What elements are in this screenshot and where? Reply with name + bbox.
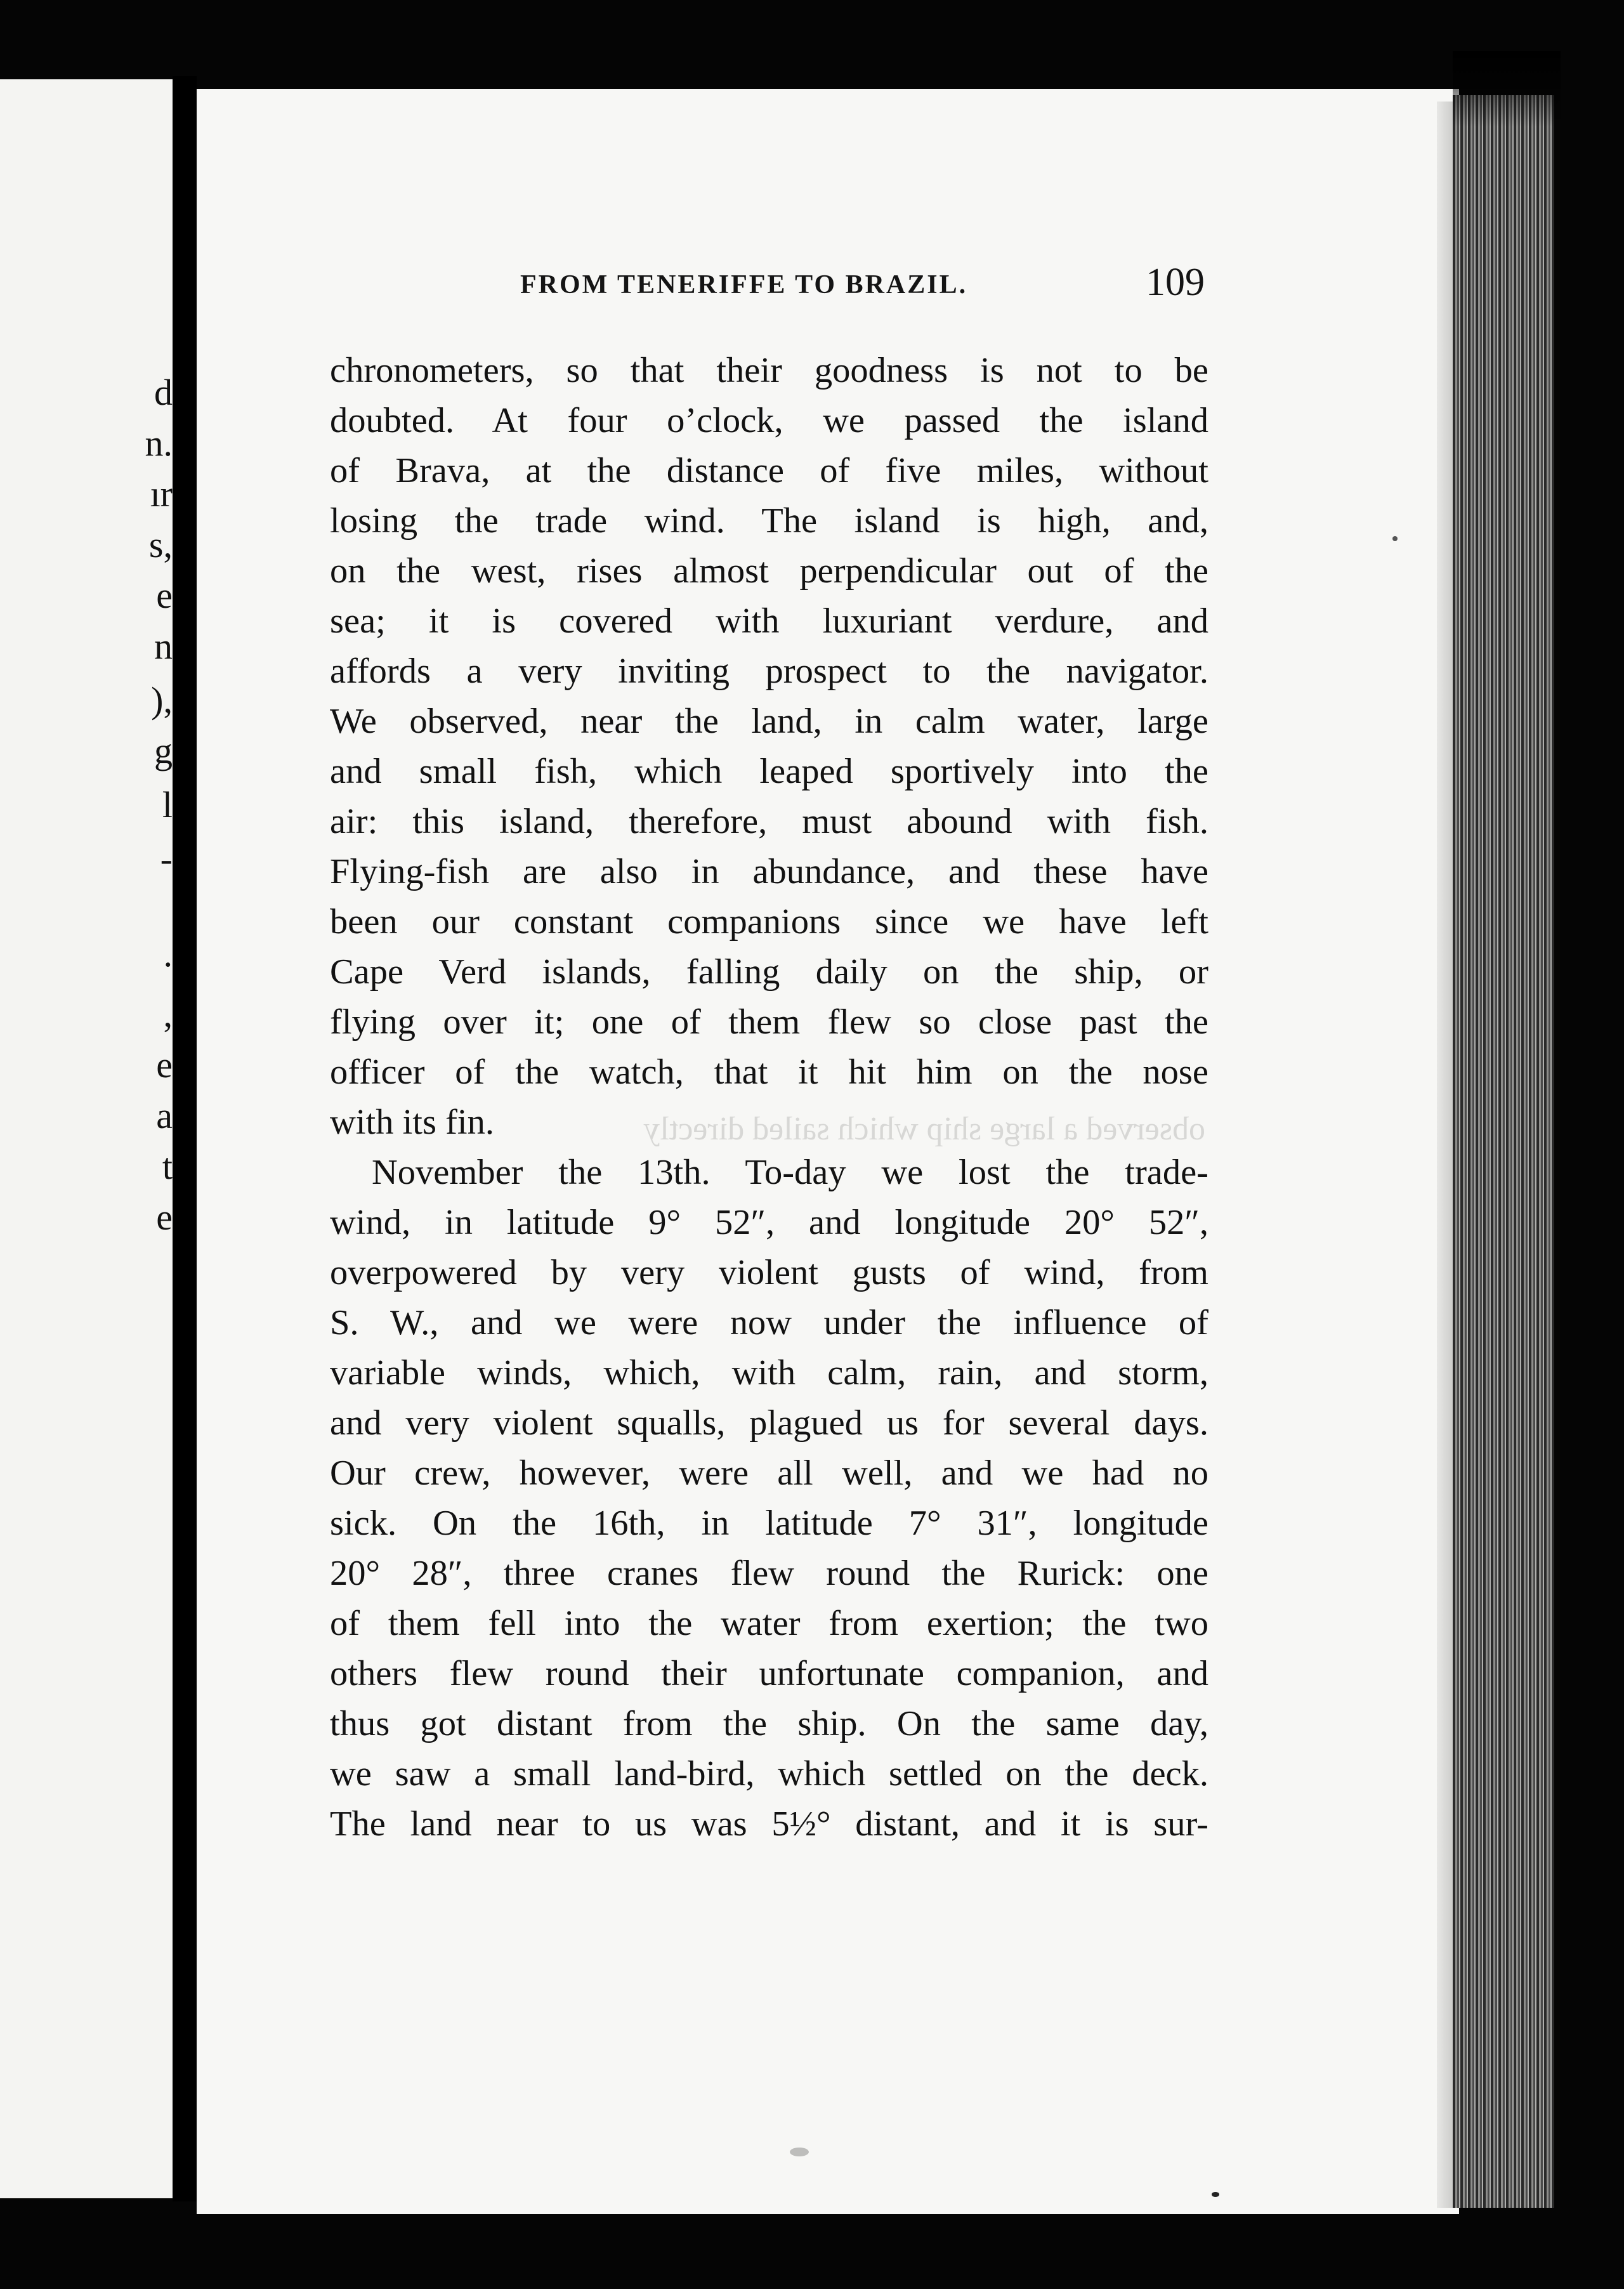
text-line: wind, in latitude 9° 52″, and longitude 20° 52″, bbox=[330, 1203, 1208, 1242]
left-fragment: ), bbox=[151, 679, 173, 721]
left-fragment: n bbox=[154, 626, 173, 667]
bleed-through-text: observed a large ship which sailed directly bbox=[643, 1111, 1205, 1147]
text-line: Cape Verd islands, falling daily on the ship, or bbox=[330, 952, 1208, 992]
text-line: overpowered by very violent gusts of wind, from bbox=[330, 1253, 1208, 1292]
text-line: and very violent squalls, plagued us for several days. bbox=[330, 1403, 1208, 1443]
text-line: The land near to us was 5½° distant, and it is sur- bbox=[330, 1804, 1208, 1844]
left-fragment: , bbox=[163, 994, 173, 1035]
text-line: 20° 28″, three cranes flew round the Rurick: one bbox=[330, 1554, 1208, 1593]
left-fragment: t bbox=[162, 1146, 173, 1187]
text-line: We observed, near the land, in calm water, large bbox=[330, 702, 1208, 741]
text-line: Flying-fish are also in abundance, and these have bbox=[330, 852, 1208, 891]
text-line: S. W., and we were now under the influence of bbox=[330, 1303, 1208, 1342]
text-line: variable winds, which, with calm, rain, and storm, bbox=[330, 1353, 1208, 1393]
text-line: flying over it; one of them flew so close past the bbox=[330, 1002, 1208, 1042]
body-text bbox=[330, 346, 1208, 1849]
text-line: thus got distant from the ship. On the same day, bbox=[330, 1704, 1208, 1743]
left-fragment: e bbox=[156, 1197, 173, 1238]
text-line: air: this island, therefore, must abound with fish. bbox=[330, 802, 1208, 841]
left-fragment: e bbox=[156, 1044, 173, 1085]
text-line: sick. On the 16th, in latitude 7° 31″, longitude bbox=[330, 1504, 1208, 1543]
text-line: Our crew, however, were all well, and we had no bbox=[330, 1453, 1208, 1493]
left-fragment: d bbox=[154, 372, 173, 413]
text-line: chronometers, so that their goodness is not to be bbox=[330, 351, 1208, 390]
left-fragment: g bbox=[154, 730, 173, 771]
page-number: 109 bbox=[1146, 261, 1205, 304]
paper-blemish bbox=[790, 2148, 809, 2156]
text-line: with its fin. bbox=[330, 1103, 494, 1142]
text-line: of them fell into the water from exertion; the two bbox=[330, 1604, 1208, 1643]
text-line: others flew round their unfortunate companion, and bbox=[330, 1654, 1208, 1693]
paper-blemish bbox=[1392, 536, 1398, 541]
left-fragment: a bbox=[156, 1095, 173, 1136]
page-edges-shadow bbox=[1453, 51, 1561, 127]
text-line: on the west, rises almost perpendicular out of the bbox=[330, 551, 1208, 591]
running-head: FROM TENERIFFE TO BRAZIL. bbox=[520, 270, 968, 299]
book-gutter bbox=[173, 76, 197, 2201]
text-line: November the 13th. To-day we lost the trade- bbox=[372, 1153, 1208, 1192]
text-line: sea; it is covered with luxuriant verdure, and bbox=[330, 601, 1208, 641]
text-line: and small fish, which leaped sportively into the bbox=[330, 752, 1208, 791]
left-fragment: n. bbox=[145, 423, 173, 464]
text-line: doubted. At four o’clock, we passed the island bbox=[330, 401, 1208, 440]
text-line: been our constant companions since we have left bbox=[330, 902, 1208, 941]
paper-blemish bbox=[1212, 2192, 1219, 2197]
left-fragment: . bbox=[163, 933, 173, 974]
left-fragment: e bbox=[156, 575, 173, 616]
text-line: of Brava, at the distance of five miles, without bbox=[330, 451, 1208, 490]
left-fragment: s, bbox=[148, 524, 173, 565]
text-line: losing the trade wind. The island is high, and, bbox=[330, 501, 1208, 541]
left-fragment: l bbox=[162, 784, 173, 825]
left-fragment: ır bbox=[150, 473, 173, 515]
text-line: officer of the watch, that it hit him on the nose bbox=[330, 1053, 1208, 1092]
left-fragment: - bbox=[160, 838, 173, 879]
page-edges bbox=[1453, 95, 1554, 2208]
text-line: we saw a small land-bird, which settled on the deck. bbox=[330, 1754, 1208, 1794]
text-line: affords a very inviting prospect to the navigator. bbox=[330, 652, 1208, 691]
left-page bbox=[0, 79, 173, 2198]
